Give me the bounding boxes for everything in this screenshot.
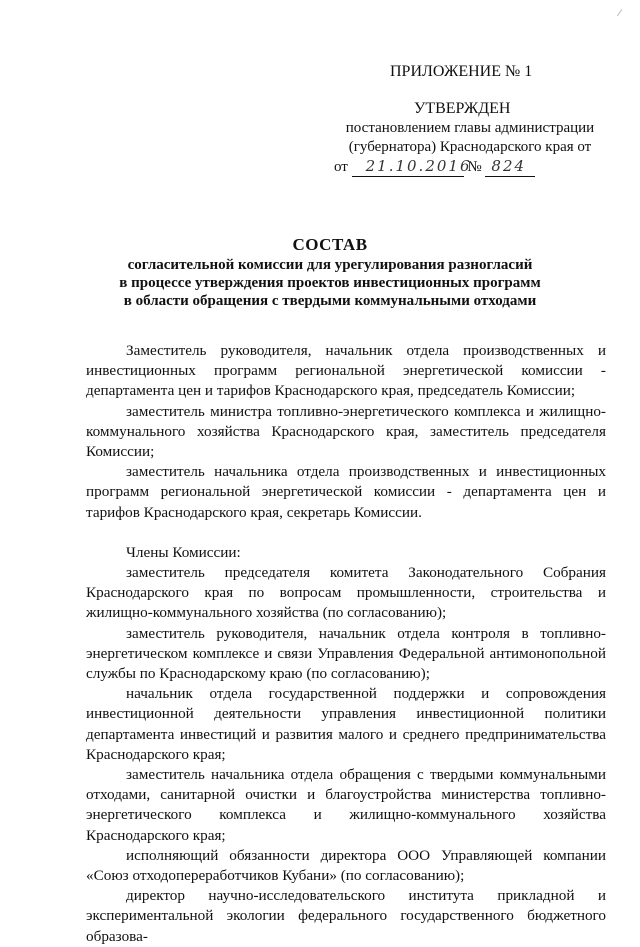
- corner-mark: [617, 9, 623, 17]
- member-paragraph: заместитель руководителя, начальник отдела контроля в топливно-энергетическом комплексе и связи Управления Федеральной антимонопольной службы по Краснодарскому краю (по согласованию);: [86, 624, 606, 683]
- leadership-paragraph: Заместитель руководителя, начальник отдела производственных и инвестиционных программ региональной энергетической комиссии - департамента цен и тарифов Краснодарского края, председатель Комиссии;: [86, 342, 606, 400]
- date-number-line: [334, 157, 610, 177]
- leadership-paragraph: заместитель начальника отдела производственных и инвестиционных программ региональной энергетической комиссии - департамента цен и тарифов Краснодарского края, секретарь Комиссии.: [86, 463, 606, 521]
- document-body: [86, 341, 606, 947]
- member-paragraph: начальник отдела государственной поддержки и сопровождения инвестиционной деятельности управления инвестиционной политики департамента инвестиций и развития малого и среднего предпринимательства Краснодарского края;: [86, 685, 606, 763]
- handwritten-date: 21.10.2016: [352, 157, 464, 177]
- document-title: СОСТАВ: [292, 235, 368, 254]
- members-heading: Члены Комиссии:: [126, 543, 241, 561]
- leadership-paragraph: заместитель министра топливно-энергетического комплекса и жилищно-коммунального хозяйства Краснодарского края, заместитель председателя Комиссии;: [86, 402, 606, 461]
- member-paragraph: исполняющий обязанности директора ООО Управляющей компании «Союз отходопереработчиков Кубани» (по согласованию);: [86, 846, 606, 885]
- resolution-line-1: постановлением главы администрации: [345, 120, 595, 136]
- approved-label: УТВЕРЖДЕН: [414, 100, 511, 117]
- from-label: от: [334, 159, 348, 175]
- document-title-block: [60, 234, 600, 310]
- resolution-line-2: (губернатора) Краснодарского края от: [348, 139, 592, 155]
- member-paragraph: директор научно-исследовательского института прикладной и экспериментальной экологии федерального государственного бюджетного образова-: [86, 887, 606, 945]
- member-paragraph: заместитель председателя комитета Законодательного Собрания Краснодарского края по вопросам промышленности, строительства и жилищно-коммунального хозяйства (по согласованию);: [86, 564, 606, 622]
- subtitle-line-1: согласительной комиссии для урегулирования разногласий: [127, 257, 533, 273]
- subtitle-line-3: в области обращения с твердыми коммунальными отходами: [123, 293, 537, 309]
- appendix-label: ПРИЛОЖЕНИЕ № 1: [390, 63, 533, 80]
- member-paragraph: заместитель начальника отдела обращения с твердыми коммунальными отходами, санитарной очистки и благоустройства министерства топливно-энергетического комплекса и жилищно-коммунального хозяйства Краснодарского края;: [86, 766, 606, 844]
- subtitle-line-2: в процессе утверждения проектов инвестиционных программ: [119, 275, 541, 291]
- handwritten-number: 824: [485, 157, 535, 177]
- number-label: №: [467, 159, 482, 175]
- approval-header: [330, 62, 610, 177]
